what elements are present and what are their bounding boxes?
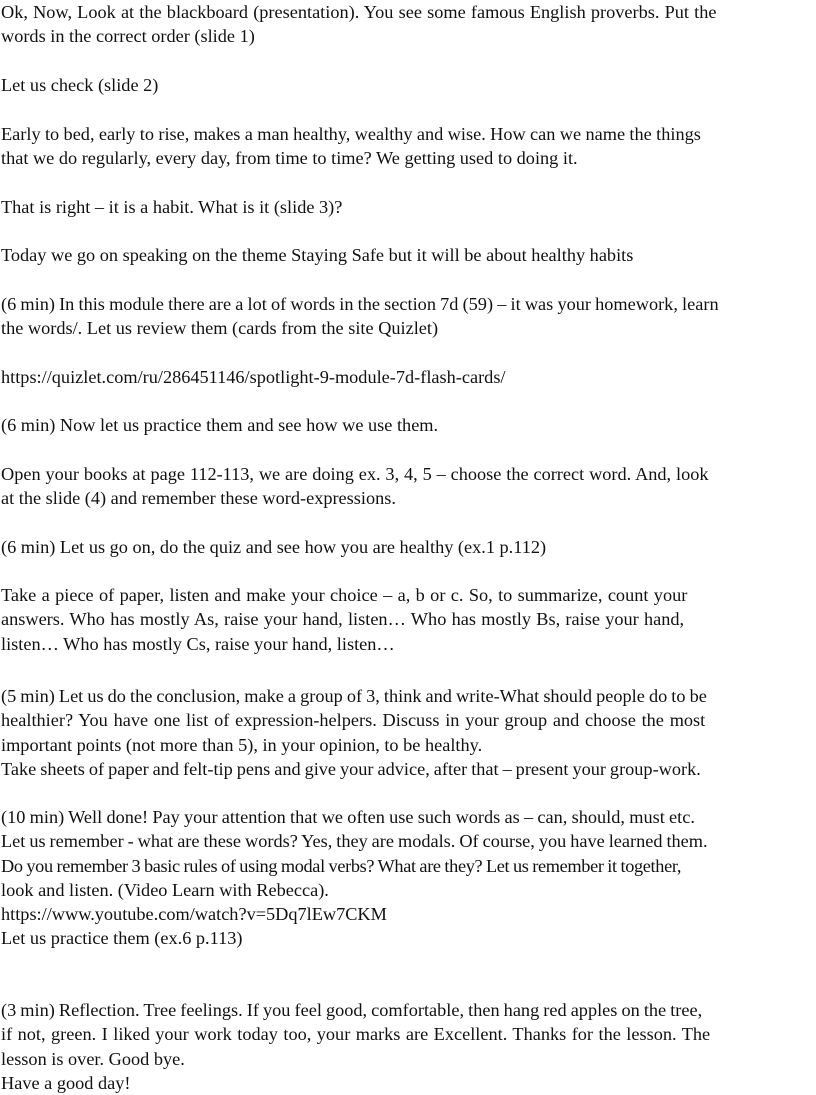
paragraph-proverb [1,122,815,171]
paragraph-quizlet-link [1,365,506,389]
choice-line-2: answers. Who has mostly As, raise your hand, listen… Who has mostly Bs, raise your hand, [1,609,685,630]
paragraph-intro [1,0,815,49]
choice-line-3: listen… Who has mostly Cs, raise your hand, listen… [1,633,395,654]
modals-line-3: Do you remember 3 basic rules of using modal verbs? What are they? Let us remember it together, [1,855,682,876]
sheets-line-1: Take sheets of paper and felt-tip pens and give your advice, after that – present your group-work. [1,758,701,779]
habit-line-1: That is right – it is a habit. What is it (slide 3)? [1,197,343,217]
books-line-1: Open your books at page 112-113, we are doing ex. 3, 4, 5 – choose the correct word. And, look [1,464,709,484]
modals-line-4: look and listen. (Video Learn with Rebecca). [1,879,329,900]
paragraph-habit [1,195,342,219]
conclusion-line-3: important points (not more than 5), in your opinion, to be healthy. [1,734,483,755]
choice-line-1: Take a piece of paper, listen and make your choice – a, b or c. So, to summarize, count your [1,585,688,605]
theme-line-1: Today we go on speaking on the theme Staying Safe but it will be about healthy habits [1,245,634,265]
modals-line-1: (10 min) Well done! Pay your attention that we often use such words as – can, should, must etc. [1,807,695,827]
paragraph-theme [1,243,633,267]
paragraph-modals [1,805,815,951]
reflection-line-1: (3 min) Reflection. Tree feelings. If you feel good, comfortable, then hang red apples on the tree, [1,1000,703,1020]
proverb-line-2: that we do regularly, every day, from time to time? We getting used to doing it. [1,148,578,169]
reflection-line-3: lesson is over. Good bye. [1,1048,185,1069]
check-line-1: Let us check (slide 2) [1,75,159,95]
ex6-line-1: Let us practice them (ex.6 p.113) [1,928,243,949]
paragraph-practice [1,413,438,437]
paragraph-review [1,292,815,341]
review-line-1: (6 min) In this module there are a lot of words in the section 7d (59) – it was your homework, learn [1,294,719,314]
conclusion-line-1: (5 min) Let us do the conclusion, make a group of 3, think and write-What should people do to be [1,686,707,706]
paragraph-quiz [1,535,546,559]
paragraph-books [1,462,815,511]
goodbye-line-1: Have a good day! [1,1072,131,1093]
modals-line-2: Let us remember - what are these words? Yes, they are modals. Of course, you have learned them. [1,831,708,852]
reflection-line-2: if not, green. I liked your work today too, your marks are Excellent. Thanks for the lesson. The [1,1024,711,1045]
practice-line-1: (6 min) Now let us practice them and see how we use them. [1,415,439,435]
books-line-2: at the slide (4) and remember these word-expressions. [1,488,396,509]
proverb-line-1: Early to bed, early to rise, makes a man healthy, wealthy and wise. How can we name the things [1,124,701,144]
review-line-2: the words/. Let us review them (cards from the site Quizlet) [1,318,439,339]
conclusion-line-2: healthier? You have one list of expression-helpers. Discuss in your group and choose the most [1,710,706,731]
quizlet-link[interactable]: https://quizlet.com/ru/286451146/spotlight-9-module-7d-flash-cards/ [1,367,506,387]
paragraph-reflection [1,998,815,1095]
intro-line-1: Ok, Now, Look at the blackboard (presentation). You see some famous English proverbs. Put the [1,2,717,22]
paragraph-conclusion [1,684,815,781]
paragraph-check [1,73,158,97]
quiz-line-1: (6 min) Let us go on, do the quiz and see how you are healthy (ex.1 p.112) [1,537,547,557]
intro-line-2: words in the correct order (slide 1) [1,26,255,47]
youtube-link[interactable]: https://www.youtube.com/watch?v=5Dq7lEw7CKM [1,904,387,925]
paragraph-choice [1,583,815,656]
